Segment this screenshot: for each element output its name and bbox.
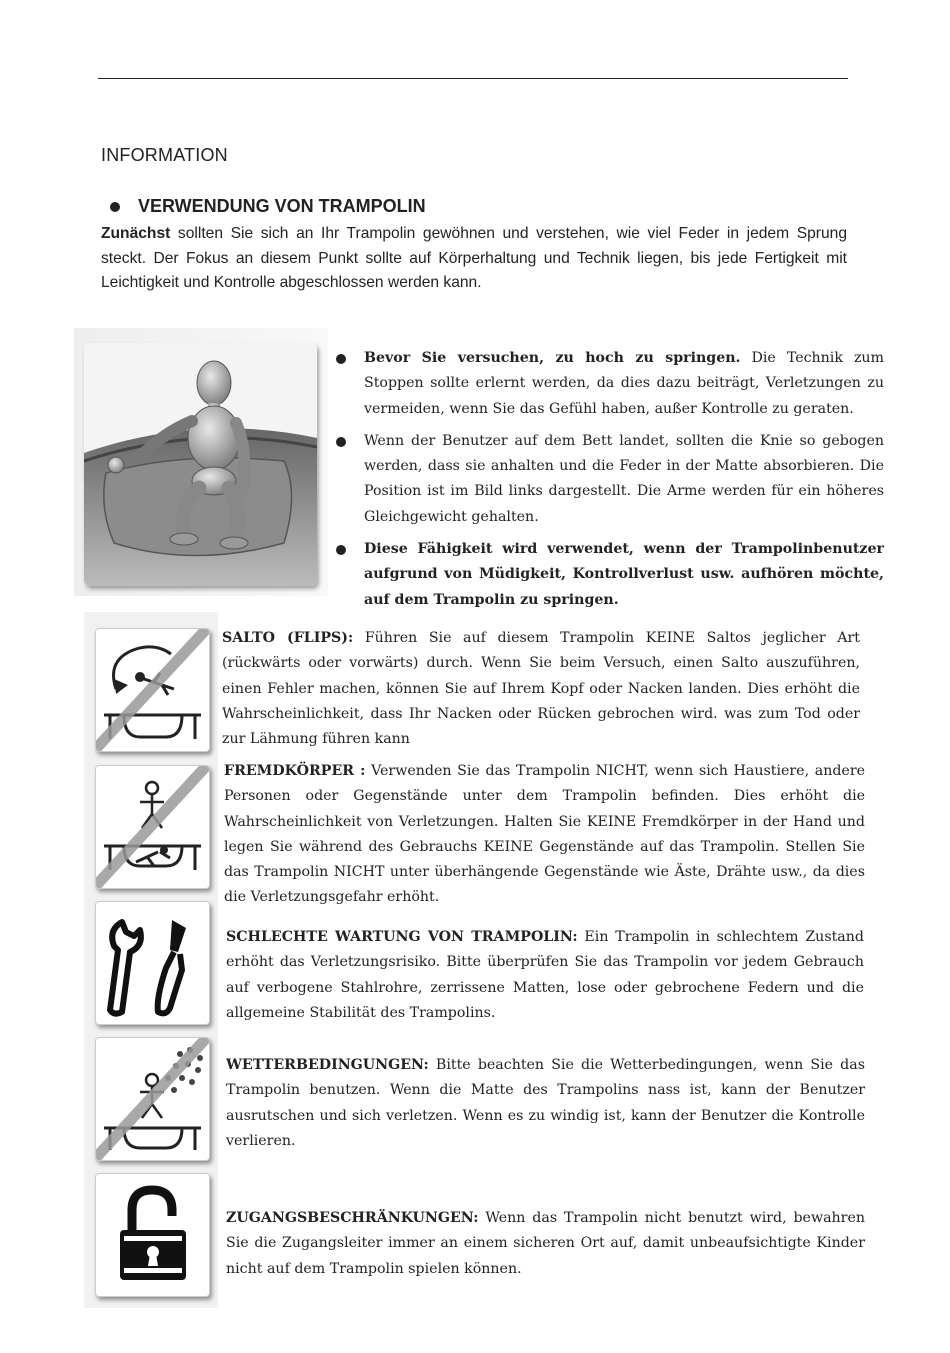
warning-text: Verwenden Sie das Trampolin NICHT, wenn sich Haustiere, andere Personen oder Gegenstände unter dem Trampolin befinden. Dies erhöht die Wahrscheinlichkeit von Verletzungen. Halten Sie KEINE Fremdkörper in der Hand und legen Sie während des Gebrauchs KEINE Gegenstände auf das Trampolin. Stellen Sie das Trampolin NICHT unter überhängende Gegenstände wie Äste, Drähte usw., da dies die Verletzungsgefahr erhöht. — [224, 763, 866, 906]
intro-text: sollten Sie sich an Ihr Trampolin gewöhnen und verstehen, wie viel Feder in jedem Sprung steckt. Der Fokus an diesem Punkt sollte auf Körperhaltung und Technik liegen, bis jede Fertigkeit mit Leichtigkeit und Kontrolle abgeschlossen werden kann. — [101, 225, 847, 292]
bullet-bold: Bevor Sie versuchen, zu hoch zu springen. — [364, 350, 741, 366]
wrench-screwdriver-icon — [95, 901, 210, 1025]
warning-title: SCHLECHTE WARTUNG VON TRAMPOLIN: — [226, 929, 578, 945]
bullet-text: Wenn der Benutzer auf dem Bett landet, sollten die Knie so gebogen werden, dass sie anhalten und die Feder in der Matte absorbieren. Die Position ist im Bild links dargestellt. Die Arme werden für ein höheres Gleichgewicht gehalten. — [364, 432, 884, 525]
warning-text: Führen Sie auf diesem Trampolin KEINE Saltos jeglicher Art (rückwärts oder vorwärts) durch. Wenn Sie beim Versuch, einen Salto auszuführen, einen Fehler machen, können Sie auf Ihrem Kopf oder Nacken landen. Dies erhöht die Wahrscheinlichkeit, dass Ihr Nacken oder Rücken gebrochen wird. was zum Tod oder zur Lähmung führen kann — [222, 630, 860, 748]
warning-title: ZUGANGSBESCHRÄNKUNGEN: — [226, 1210, 479, 1226]
warning-title: SALTO (FLIPS): — [222, 630, 354, 646]
intro-lead: Zunächst — [101, 225, 171, 242]
subheading-text: VERWENDUNG VON TRAMPOLIN — [138, 196, 426, 216]
bullet-text: Die Technik zum Stoppen sollte erlernt werden, da dies dazu beiträgt, Verletzungen zu vermeiden, wenn Sie das Gefühl haben, außer Kontrolle zu geraten. — [364, 350, 885, 417]
list-item — [336, 346, 884, 422]
no-rain-icon — [95, 1037, 210, 1161]
bullet-dot-icon — [110, 202, 120, 212]
padlock-icon — [95, 1173, 210, 1297]
warning-access — [226, 1206, 865, 1282]
warning-text: Bitte beachten Sie die Wetterbedingungen, wenn Sie das Trampolin benutzen. Wenn die Matte des Trampolins nass ist, kann der Benutzer ausrutschen und sich verletzen. Wenn es zu windig ist, kann der Benutzer die Kontrolle verlieren. — [226, 1057, 865, 1149]
technique-bullet-list — [336, 346, 884, 620]
bullet-bold: Diese Fähigkeit wird verwendet, wenn der Trampolinbenutzer aufgrund von Müdigkeit, Kontrollverlust usw. aufhören möchte, auf dem Trampolin zu springen. — [364, 541, 884, 608]
warning-foreign-objects — [224, 759, 865, 911]
no-objects-under-icon — [95, 765, 210, 889]
warning-title: WETTERBEDINGUNGEN: — [226, 1057, 429, 1073]
mannequin-landing-icon — [84, 343, 317, 586]
warning-maintenance — [226, 925, 864, 1026]
warning-weather — [226, 1053, 865, 1154]
warning-flips — [222, 626, 860, 752]
intro-paragraph — [101, 222, 847, 296]
list-item — [336, 537, 884, 613]
no-flips-icon — [95, 628, 210, 752]
warning-text: Wenn das Trampolin nicht benutzt wird, bewahren Sie die Zugangsleiter immer an einem sicheren Ort auf, damit unbeaufsichtigte Kinder nicht auf dem Trampolin spielen können. — [226, 1210, 865, 1277]
subheading — [108, 196, 426, 217]
list-item — [336, 429, 884, 530]
warning-text: Ein Trampolin in schlechtem Zustand erhöht das Verletzungsrisiko. Bitte überprüfen Sie das Trampolin vor jedem Gebrauch auf verbogene Stahlrohre, zerrissene Matten, lose oder gebrochene Federn und die allgemeine Stabilität des Trampolins. — [226, 929, 864, 1021]
warning-title: FREMDKÖRPER : — [224, 763, 366, 779]
section-title: INFORMATION — [101, 145, 228, 165]
header-rule — [98, 78, 848, 79]
